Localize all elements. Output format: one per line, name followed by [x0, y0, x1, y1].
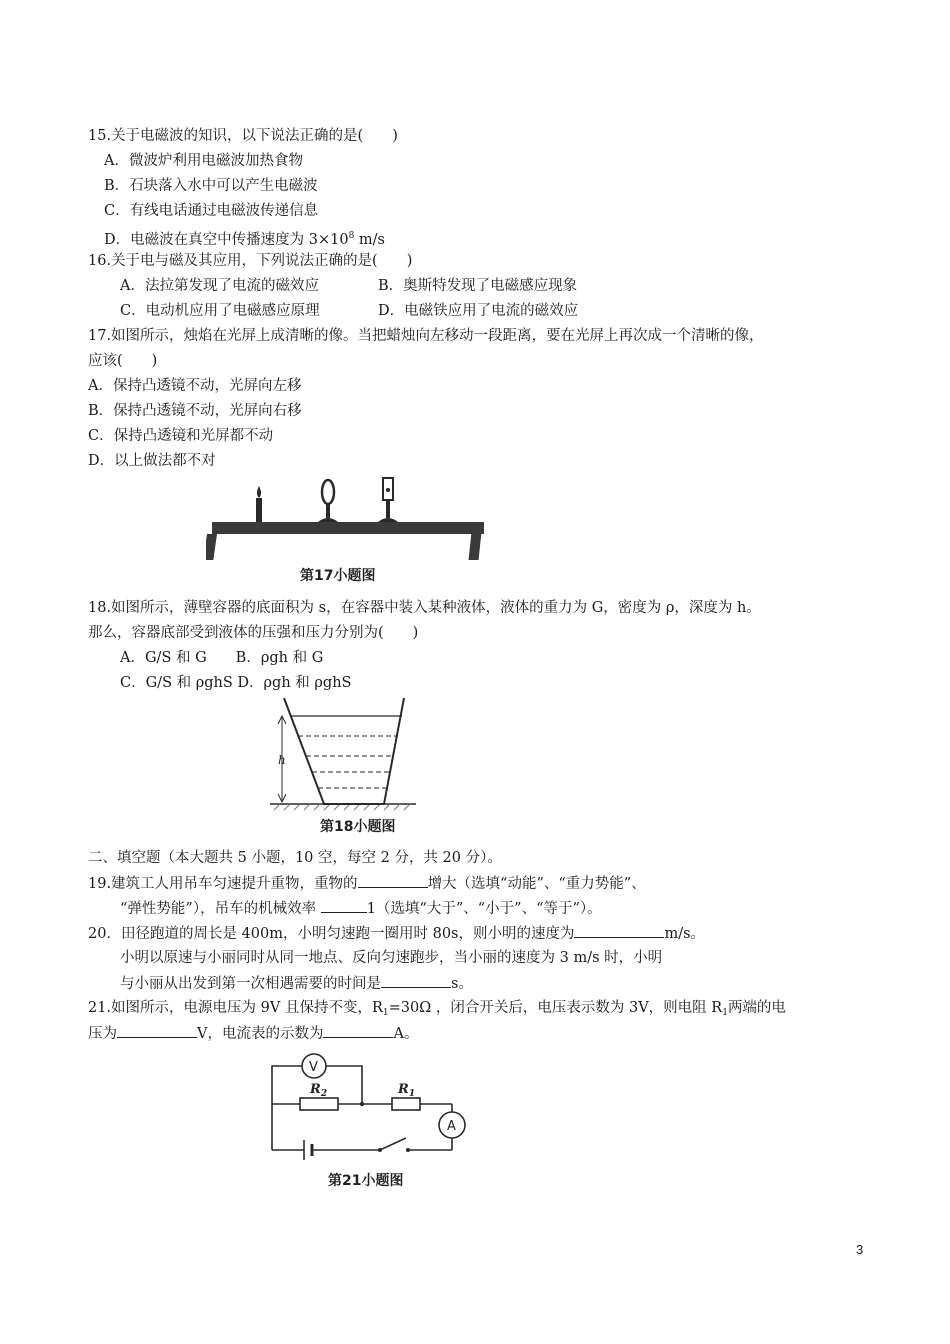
bench-leg-right: [469, 534, 482, 560]
q17-option-a: A．保持凸透镜不动，光屏向左移: [88, 378, 302, 394]
q16-option-c: C．电动机应用了电磁感应原理: [120, 303, 320, 319]
q19-blank-2[interactable]: [321, 898, 367, 913]
switch-symbol: [378, 1148, 382, 1152]
figure-17-caption: 第17小题图: [300, 568, 376, 584]
page-number: 3: [856, 1242, 864, 1257]
q20-blank-2[interactable]: [381, 973, 451, 988]
resistor-r2: [300, 1098, 338, 1110]
q15-option-c: C．有线电话通过电磁波传递信息: [104, 203, 319, 219]
q16-option-a: A．法拉第发现了电流的磁效应: [120, 278, 319, 294]
q21-blank-2[interactable]: [323, 1023, 393, 1038]
liquid-dashes: [298, 736, 398, 788]
q15-option-a: A．微波炉利用电磁波加热食物: [104, 153, 303, 169]
q18-options-cd: C．G/S 和 ρghS D．ρgh 和 ρghS: [120, 675, 352, 691]
q16-option-d: D．电磁铁应用了电流的磁效应: [378, 303, 579, 319]
bench-leg-left: [206, 534, 217, 560]
figure-21-caption: 第21小题图: [328, 1173, 404, 1189]
q20-line2: 小明以原速与小丽同时从同一地点、反向匀速跑步，当小丽的速度为 3 m/s 时，小明: [120, 950, 663, 966]
voltmeter-label: V: [309, 1060, 318, 1075]
ammeter-label: A: [447, 1119, 456, 1134]
q20-line3: 与小丽从出发到第一次相遇需要的时间是 s。: [120, 973, 473, 994]
q17-option-c: C．保持凸透镜和光屏都不动: [88, 428, 274, 444]
circuit-figure: [262, 1046, 482, 1166]
q16-stem: 16.关于电与磁及其应用，下列说法正确的是( ): [88, 253, 413, 269]
section-two-heading: 二、填空题（本大题共 5 小题，10 空，每空 2 分，共 20 分）。: [88, 850, 502, 866]
q15-option-d: D．电磁波在真空中传播速度为 $3\times 10^8$ m/s: [104, 231, 385, 248]
depth-label: h: [278, 753, 286, 767]
q15-option-b: B．石块落入水中可以产生电磁波: [104, 178, 318, 194]
q20-blank-1[interactable]: [574, 923, 664, 938]
bench-rail: [212, 522, 484, 534]
q21-line2: 压为 V，电流表的示数为 A。: [88, 1023, 418, 1044]
q19-line1: 19.建筑工人用吊车匀速提升重物，重物的 增大（选填“动能”、“重力势能”、: [88, 873, 646, 894]
q21-blank-1[interactable]: [117, 1023, 197, 1038]
candle: [256, 498, 262, 522]
resistor-r1: [392, 1098, 420, 1110]
figure-18-caption: 第18小题图: [320, 819, 396, 835]
q16-option-b: B．奥斯特发现了电磁感应现象: [378, 278, 578, 294]
q21-line1: 21.如图所示，电源电压为 9V 且保持不变，$R_1=30\Omega$ ，闭合开关后，电压表示数为 3V，则电阻 $R_1$两端的电: [88, 1000, 786, 1018]
q17-option-b: B．保持凸透镜不动，光屏向右移: [88, 403, 302, 419]
q19-blank-1[interactable]: [358, 873, 428, 888]
resistor-r2-label: $R_2$: [310, 1082, 328, 1099]
q15-stem: 15.关于电磁波的知识，以下说法正确的是( ): [88, 128, 398, 144]
q17-option-d: D．以上做法都不对: [88, 453, 216, 469]
container-figure: [264, 694, 424, 812]
q17-stem-line1: 17.如图所示，烛焰在光屏上成清晰的像。当把蜡烛向左移动一段距离，要在光屏上再次成一个清晰的像，: [88, 328, 764, 344]
candle-flame: [257, 486, 261, 498]
q20-line1: 20．田径跑道的周长是 400m，小明匀速跑一圈用时 80s，则小明的速度为 m/s。: [88, 923, 705, 944]
q19-line2: “弹性势能”），吊车的机械效率 1（选填“大于”、“小于”、“等于”）。: [120, 898, 602, 919]
optical-bench-figure: [206, 470, 490, 562]
q17-stem-line2: 应该( ): [88, 353, 158, 369]
convex-lens: [322, 480, 334, 504]
q18-options-ab: A．G/S 和 G B．ρgh 和 G: [120, 650, 324, 666]
q18-stem-line1: 18.如图所示，薄壁容器的底面积为 s，在容器中装入某种液体，液体的重力为 G，密度为 ρ，深度为 h。: [88, 600, 761, 616]
q18-stem-line2: 那么，容器底部受到液体的压强和压力分别为( ): [88, 625, 419, 641]
resistor-r1-label: $R_1$: [398, 1082, 416, 1099]
